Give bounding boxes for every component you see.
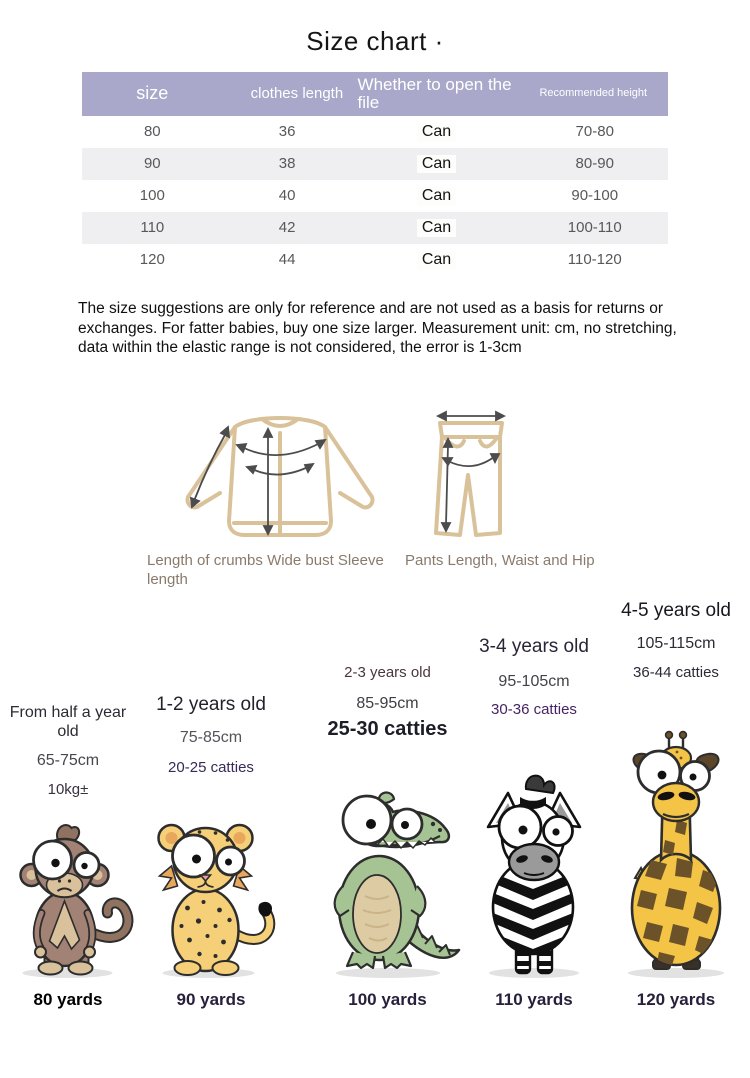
pants-measurement-icon — [408, 403, 533, 551]
age-label: 3-4 years old — [479, 636, 589, 657]
col-header-open-file: Whether to open the file — [352, 72, 522, 116]
leopard-icon — [144, 808, 279, 980]
cell-height: 100-110 — [521, 212, 668, 244]
can-value: Can — [417, 123, 456, 141]
cell-open — [352, 244, 522, 276]
cell-height: 70-80 — [575, 123, 614, 141]
cell-length: 38 — [223, 148, 352, 180]
height-range: 65-75cm — [36, 752, 100, 770]
pants-measure-label: Pants Length, Waist and Hip — [405, 552, 595, 569]
shirt-measure-label: Length of crumbs Wide bust Sleeve length — [147, 552, 384, 588]
col-header-recommended-height: Recommended height — [521, 72, 668, 116]
cell-height: 110-120 — [567, 251, 622, 269]
size-yards-label: 120 yards — [636, 990, 716, 1009]
weight-range: 25-30 catties — [327, 718, 448, 740]
weight-range: 30-36 catties — [491, 701, 577, 718]
table-row — [82, 212, 668, 244]
height-range: 105-115cm — [636, 635, 716, 652]
size-table-header-row — [82, 72, 668, 116]
age-label: 2-3 years old — [344, 664, 431, 681]
size-group-120 — [606, 600, 746, 1010]
cell-open — [352, 212, 522, 244]
cell-open — [352, 180, 522, 212]
height-range: 75-85cm — [179, 729, 243, 746]
page-title: Size chart · — [306, 26, 444, 56]
zebra-icon — [470, 765, 598, 980]
size-yards-label: 90 yards — [176, 990, 246, 1009]
shirt-measurement-icon — [150, 403, 405, 551]
cell-length: 40 — [278, 187, 296, 205]
height-range: 95-105cm — [498, 673, 570, 690]
cell-length: 42 — [223, 212, 352, 244]
can-value: Can — [417, 155, 456, 173]
cell-size: 80 — [143, 123, 161, 141]
table-row — [82, 116, 668, 148]
cell-size: 90 — [82, 148, 223, 180]
can-value: Can — [417, 251, 456, 269]
col-header-size: size — [82, 72, 223, 116]
cell-open — [352, 116, 522, 148]
age-label: 4-5 years old — [621, 600, 731, 621]
table-row — [82, 180, 668, 212]
cell-length: 44 — [278, 251, 296, 269]
can-value: Can — [417, 187, 456, 205]
size-group-90 — [136, 694, 286, 1010]
age-label: From half a year old — [9, 704, 127, 741]
weight-range: 36-44 catties — [633, 664, 719, 681]
size-table — [82, 72, 668, 276]
cell-height: 90-100 — [571, 187, 619, 205]
can-value: Can — [417, 219, 456, 237]
size-group-100 — [310, 664, 465, 1010]
size-yards-label: 110 yards — [495, 990, 573, 1009]
cell-height: 80-90 — [521, 148, 668, 180]
weight-range: 10kg± — [47, 781, 89, 799]
cell-size: 100 — [139, 187, 165, 205]
table-row — [82, 148, 668, 180]
cell-open — [352, 148, 522, 180]
giraffe-icon — [611, 728, 741, 980]
size-yards-label: 80 yards — [33, 990, 103, 1009]
cell-size: 120 — [139, 251, 165, 269]
cell-length: 36 — [278, 123, 296, 141]
monkey-icon — [1, 815, 136, 980]
size-group-80 — [6, 703, 130, 1010]
height-range: 85-95cm — [356, 695, 419, 712]
disclaimer-text: The size suggestions are only for reference and are not used as a basis for returns or exchanges. For fatter babies, buy one size larger. Measurement unit: cm, no stretching, data within the elastic range is not considered, the error is 1-3cm — [78, 300, 677, 357]
age-label: 1-2 years old — [156, 694, 266, 715]
size-yards-label: 100 yards — [348, 990, 427, 1009]
cell-size: 110 — [82, 212, 223, 244]
crocodile-icon — [313, 784, 463, 980]
table-row — [82, 244, 668, 276]
weight-range: 20-25 catties — [168, 759, 254, 776]
size-group-110 — [464, 636, 604, 1010]
col-header-clothes-length: clothes length — [223, 72, 352, 116]
